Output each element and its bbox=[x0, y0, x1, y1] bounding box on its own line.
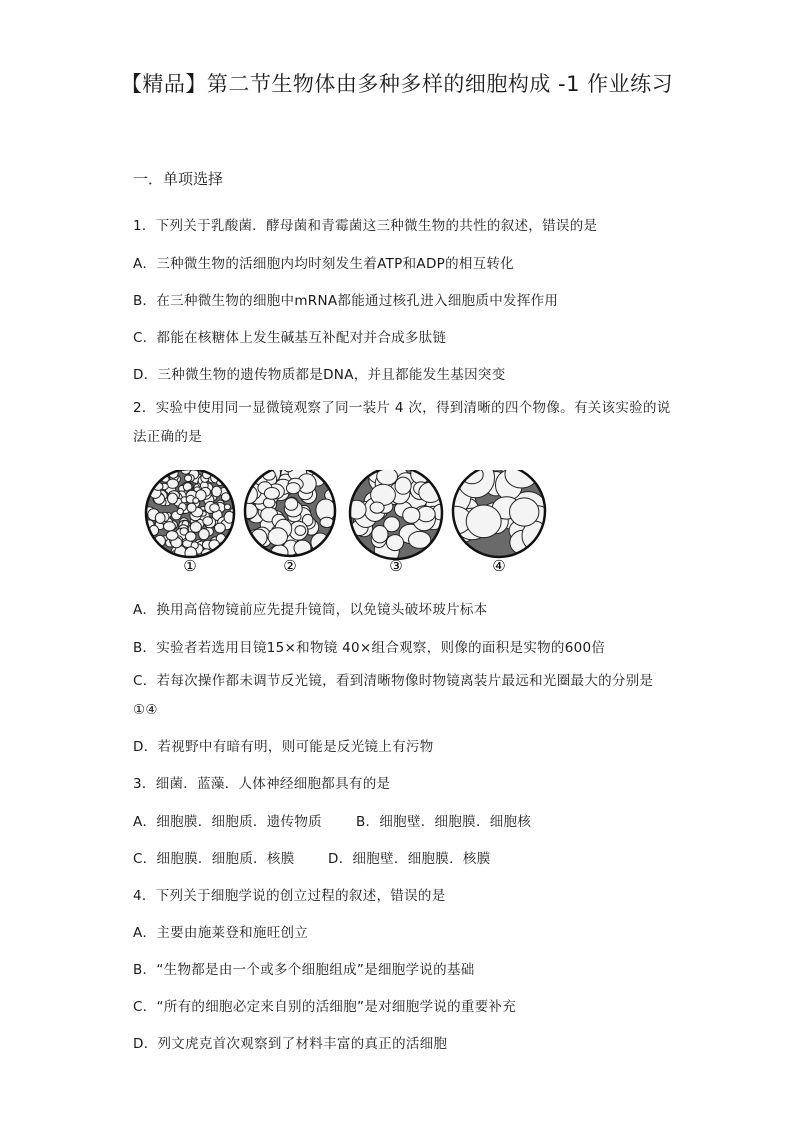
figure-label-1: ① bbox=[183, 557, 197, 575]
question-2-option-c: C．若每次操作都未调节反光镜，看到清晰物像时物镜离装片最远和光圈最大的分别是①④ bbox=[133, 673, 654, 718]
question-2-option-d: D．若视野中有暗有明，则可能是反光镜上有污物 bbox=[133, 739, 434, 755]
figure-label-2: ② bbox=[283, 557, 297, 575]
question-1-option-d: D．三种微生物的遗传物质都是DNA，并且都能发生基因突变 bbox=[133, 367, 506, 383]
question-1-option-c: C．都能在核糖体上发生碱基互补配对并合成多肽链 bbox=[133, 330, 447, 346]
question-4-option-b: B．“生物都是由一个或多个细胞组成”是细胞学说的基础 bbox=[133, 962, 475, 978]
microscope-field-3 bbox=[347, 470, 449, 565]
question-2-option-a: A．换用高倍物镜前应先提升镜筒，以免镜头破坏玻片标本 bbox=[133, 602, 488, 618]
question-3-option-c: C．细胞膜．细胞质．核膜 bbox=[133, 851, 295, 867]
question-3-option-b: B．细胞壁．细胞膜．细胞核 bbox=[356, 814, 532, 830]
question-3-stem: 3．细菌．蓝藻．人体神经细胞都具有的是 bbox=[133, 776, 391, 792]
question-1-option-b: B．在三种微生物的细胞中mRNA都能通过核孔进入细胞质中发挥作用 bbox=[133, 293, 559, 309]
question-1-stem: 1．下列关于乳酸菌．酵母菌和青霉菌这三种微生物的共性的叙述，错误的是 bbox=[133, 218, 598, 234]
section-heading: 一．单项选择 bbox=[133, 170, 224, 188]
question-1-option-a: A．三种微生物的活细胞内均时刻发生着ATP和ADP的相互转化 bbox=[133, 256, 515, 272]
question-4-option-d: D．列文虎克首次观察到了材料丰富的真正的活细胞 bbox=[133, 1036, 448, 1052]
figure-label-4: ④ bbox=[492, 557, 506, 575]
microscope-images-figure bbox=[138, 470, 558, 578]
figure-label-3: ③ bbox=[389, 557, 403, 575]
question-4-stem: 4．下列关于细胞学说的创立过程的叙述，错误的是 bbox=[133, 888, 446, 904]
question-2-option-b: B．实验者若选用目镜15×和物镜 40×组合观察，则像的面积是实物的600倍 bbox=[133, 640, 606, 656]
question-4-option-c: C．“所有的细胞必定来自别的活细胞”是对细胞学说的重要补充 bbox=[133, 999, 517, 1015]
question-2-stem: 2．实验中使用同一显微镜观察了同一装片 4 次，得到清晰的四个物像。有关该实验的说法正确的是 bbox=[133, 400, 671, 445]
question-3-option-d: D．细胞壁．细胞膜．核膜 bbox=[328, 851, 491, 867]
question-4-option-a: A．主要由施莱登和施旺创立 bbox=[133, 925, 309, 941]
microscope-images-svg bbox=[138, 470, 558, 578]
question-3-option-a: A．细胞膜．细胞质．遗传物质 bbox=[133, 814, 322, 830]
document-title: 【精品】第二节生物体由多种多样的细胞构成 -1 作业练习 bbox=[120, 72, 674, 96]
